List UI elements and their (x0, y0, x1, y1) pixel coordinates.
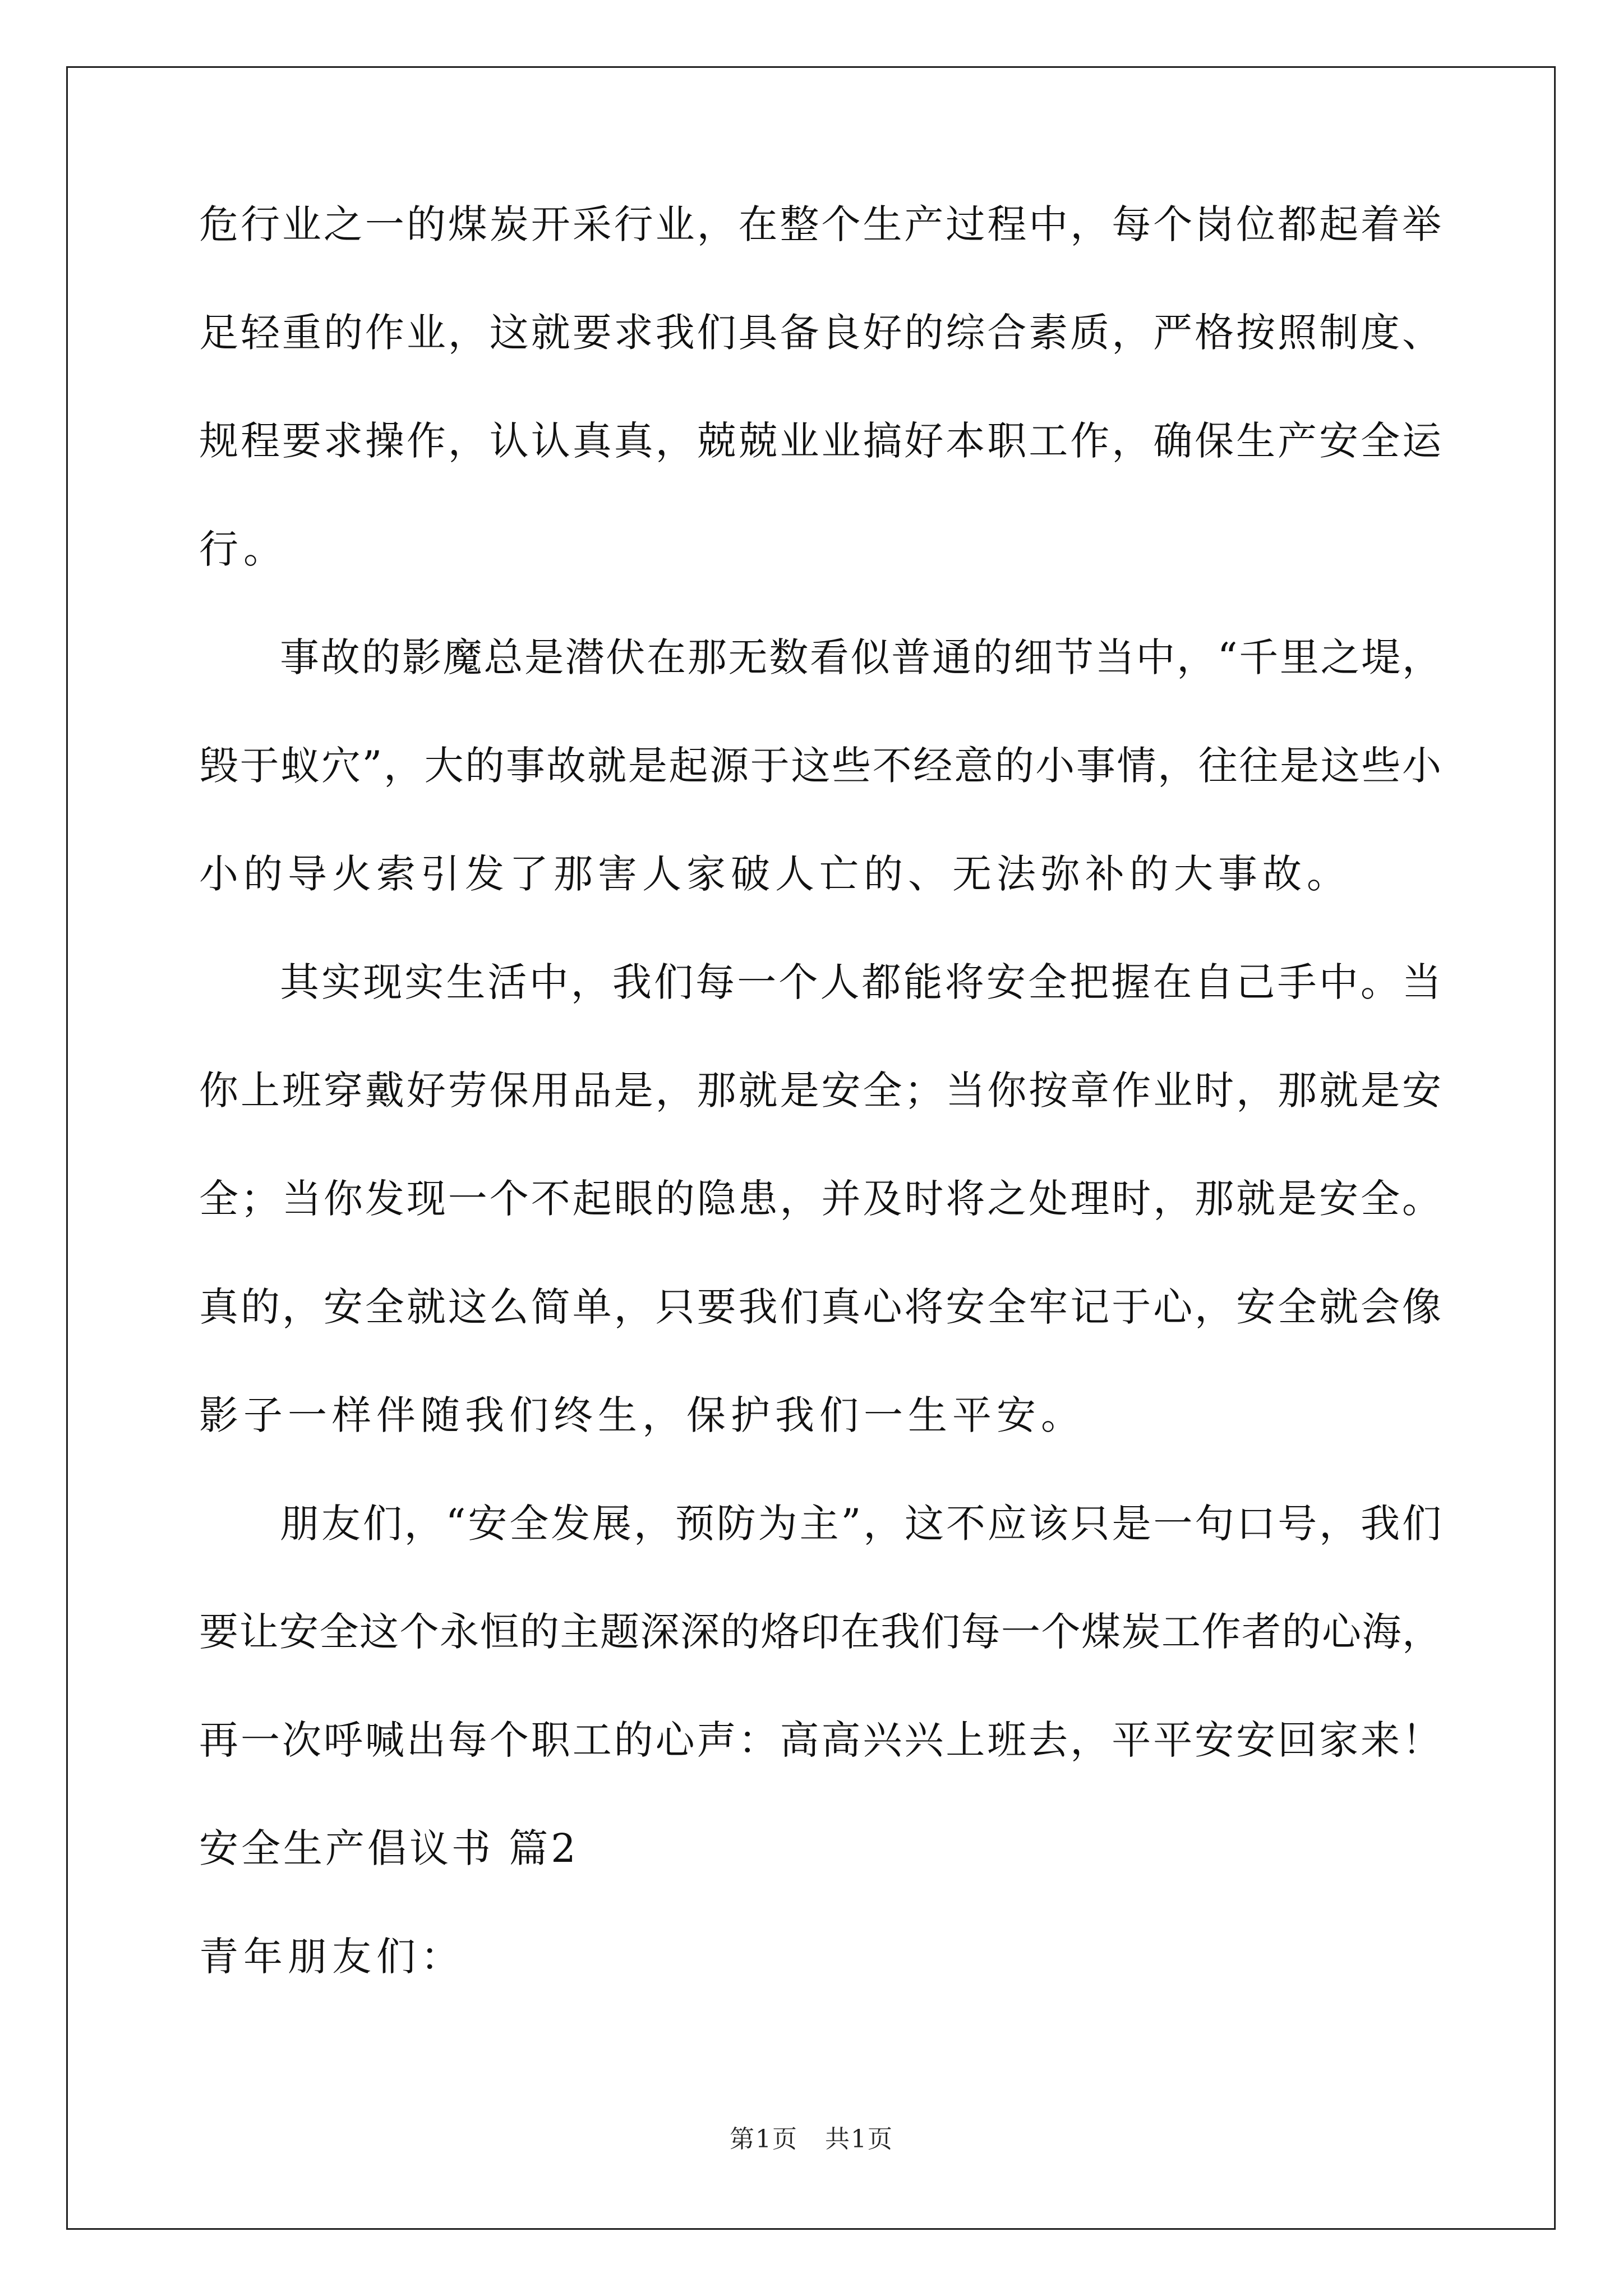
document-body (199, 201, 1441, 2045)
text-line: 行。 (199, 526, 288, 572)
text-line: 足轻重的作业，这就要求我们具备良好的综合素质，严格按照制度、 (199, 310, 1441, 356)
page-footer: 第1页 共1页 (730, 2125, 893, 2154)
text-line: 规程要求操作，认认真真，兢兢业业搞好本职工作，确保生产安全运 (199, 418, 1441, 464)
text-line: 全；当你发现一个不起眼的隐患，并及时将之处理时，那就是安全。 (199, 1176, 1441, 1222)
paragraph-start-line: 其实现实生活中，我们每一个人都能将安全把握在自己手中。当 (280, 959, 1441, 1005)
text-line: 再一次呼喊出每个职工的心声：高高兴兴上班去，平平安安回家来！ (199, 1717, 1441, 1763)
text-line: 危行业之一的煤炭开采行业，在整个生产过程中，每个岗位都起着举 (199, 201, 1441, 247)
text-line: 要让安全这个永恒的主题深深的烙印在我们每一个煤炭工作者的心海， (199, 1609, 1441, 1655)
salutation: 青年朋友们： (199, 1934, 465, 1980)
text-line: 影子一样伴随我们终生，保护我们一生平安。 (199, 1392, 1085, 1438)
paragraph-start-line: 朋友们，“安全发展，预防为主”，这不应该只是一句口号，我们 (280, 1501, 1441, 1547)
text-line: 你上班穿戴好劳保用品是，那就是安全；当你按章作业时，那就是安 (199, 1068, 1441, 1114)
section-heading: 安全生产倡议书 篇2 (199, 1825, 579, 1871)
text-line: 毁于蚁穴”，大的事故就是起源于这些不经意的小事情，往往是这些小 (199, 743, 1441, 789)
text-line: 真的，安全就这么简单，只要我们真心将安全牢记于心，安全就会像 (199, 1284, 1441, 1330)
paragraph-start-line: 事故的影魔总是潜伏在那无数看似普通的细节当中，“千里之堤， (280, 634, 1441, 680)
text-line: 小的导火索引发了那害人家破人亡的、无法弥补的大事故。 (199, 851, 1351, 897)
